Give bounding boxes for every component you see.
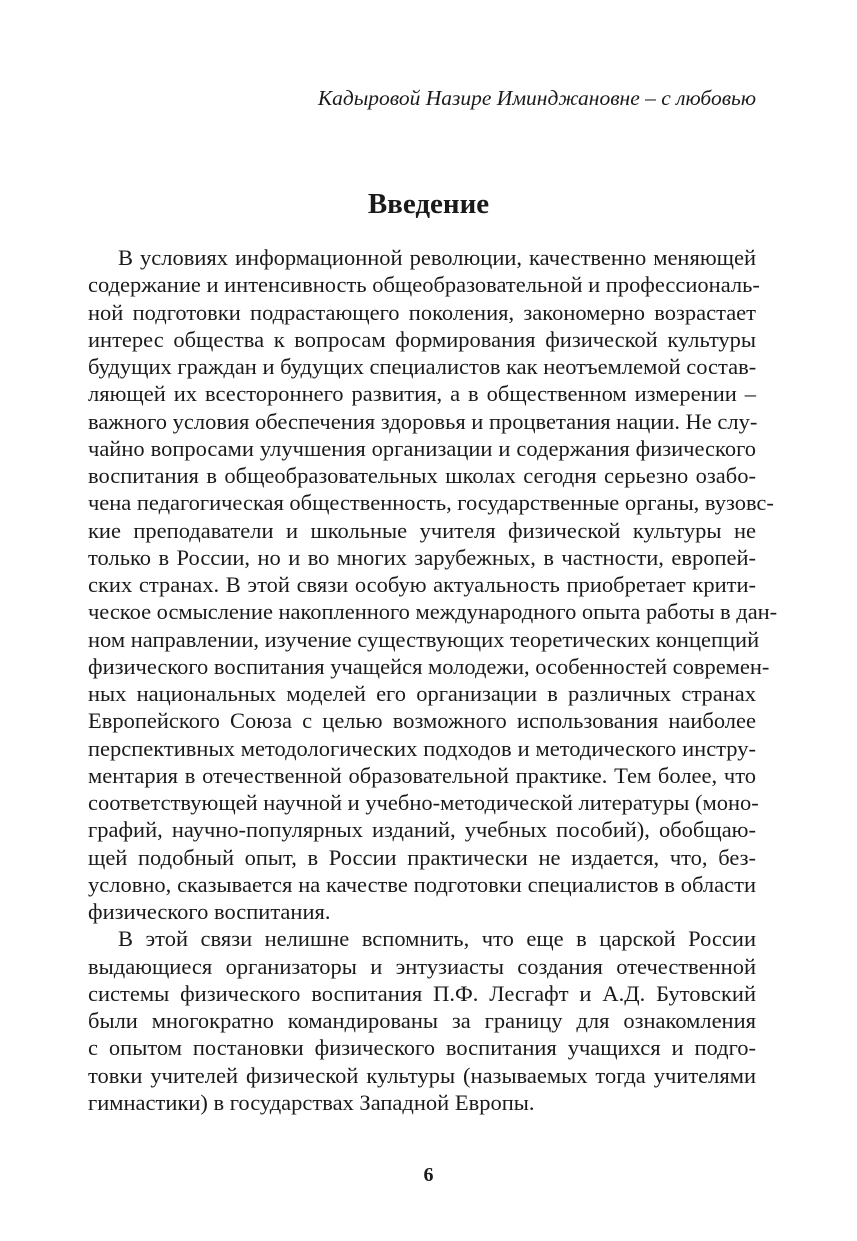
- text-line: содержание и интенсивность общеобразовательной и профессиональ-: [88, 272, 760, 298]
- page-number: 6: [423, 1164, 434, 1186]
- text-line: В условиях информационной революции, качественно меняющей: [118, 245, 756, 270]
- text-line: кие преподаватели и школьные учителя физической культуры не: [88, 517, 756, 543]
- text-line: щей подобный опыт, в России практически не издается, что, без-: [88, 844, 756, 870]
- text-line: будущих граждан и будущих специалистов как неотъемлемой состав-: [88, 354, 757, 379]
- text-line: условно, сказывается на качестве подготовки специалистов в области: [88, 871, 756, 897]
- dedication: Кадыровой Назире Иминджановне – с любовью: [317, 86, 756, 110]
- paragraph-2: [88, 925, 756, 1116]
- chapter-title: Введение: [367, 188, 490, 220]
- text-line: ческое осмысление накопленного международного опыта работы в дан-: [88, 599, 778, 625]
- text-line: системы физического воспитания П.Ф. Лесгафт и А.Д. Бутовский: [88, 980, 756, 1006]
- paragraph-1: [88, 244, 778, 925]
- text-line: ских странах. В этой связи особую актуальность приобретает крити-: [88, 572, 756, 597]
- text-line: физического воспитания.: [88, 899, 331, 924]
- text-line: ном направлении, изучение существующих теоретических концепций: [88, 626, 760, 652]
- text-line: Европейского Союза с целью возможного использования наиболее: [88, 708, 756, 734]
- text-line: важного условия обеспечения здоровья и процветания нации. Не слу-: [88, 408, 758, 434]
- text-line: товки учителей физической культуры (называемых тогда учителями: [88, 1062, 756, 1088]
- text-line: перспективных методологических подходов и методического инстру-: [88, 735, 756, 761]
- body-text: [88, 244, 778, 1116]
- text-line: были многократно командированы за границу для ознакомления: [88, 1008, 756, 1033]
- text-line: графий, научно-популярных изданий, учебных пособий), обобщаю-: [88, 817, 756, 843]
- text-line: физического воспитания учащейся молодежи, особенностей современ-: [88, 653, 770, 679]
- text-line: чайно вопросами улучшения организации и содержания физического: [88, 435, 756, 461]
- text-line: ных национальных моделей его организации в различных странах: [88, 681, 756, 706]
- text-line: ляющей их всестороннего развития, а в общественном измерении –: [88, 381, 756, 407]
- text-line: гимнастики) в государствах Западной Европы.: [88, 1089, 535, 1115]
- text-line: В этой связи нелишне вспомнить, что еще в царской России: [118, 926, 756, 952]
- text-line: соответствующей научной и учебно-методической литературы (моно-: [88, 790, 759, 815]
- text-line: ментария в отечественной образовательной практике. Тем более, что: [88, 762, 756, 788]
- text-line: с опытом постановки физического воспитания учащихся и подго-: [88, 1035, 756, 1061]
- text-line: ной подготовки подрастающего поколения, закономерно возрастает: [88, 299, 756, 325]
- text-line: интерес общества к вопросам формирования физической культуры: [88, 326, 756, 352]
- text-line: только в России, но и во многих зарубежных, в частности, европей-: [88, 544, 756, 570]
- text-line: выдающиеся организаторы и энтузиасты создания отечественной: [88, 953, 756, 979]
- text-line: воспитания в общеобразовательных школах сегодня серьезно озабо-: [88, 463, 756, 488]
- text-line: чена педагогическая общественность, государственные органы, вузовс-: [88, 490, 774, 516]
